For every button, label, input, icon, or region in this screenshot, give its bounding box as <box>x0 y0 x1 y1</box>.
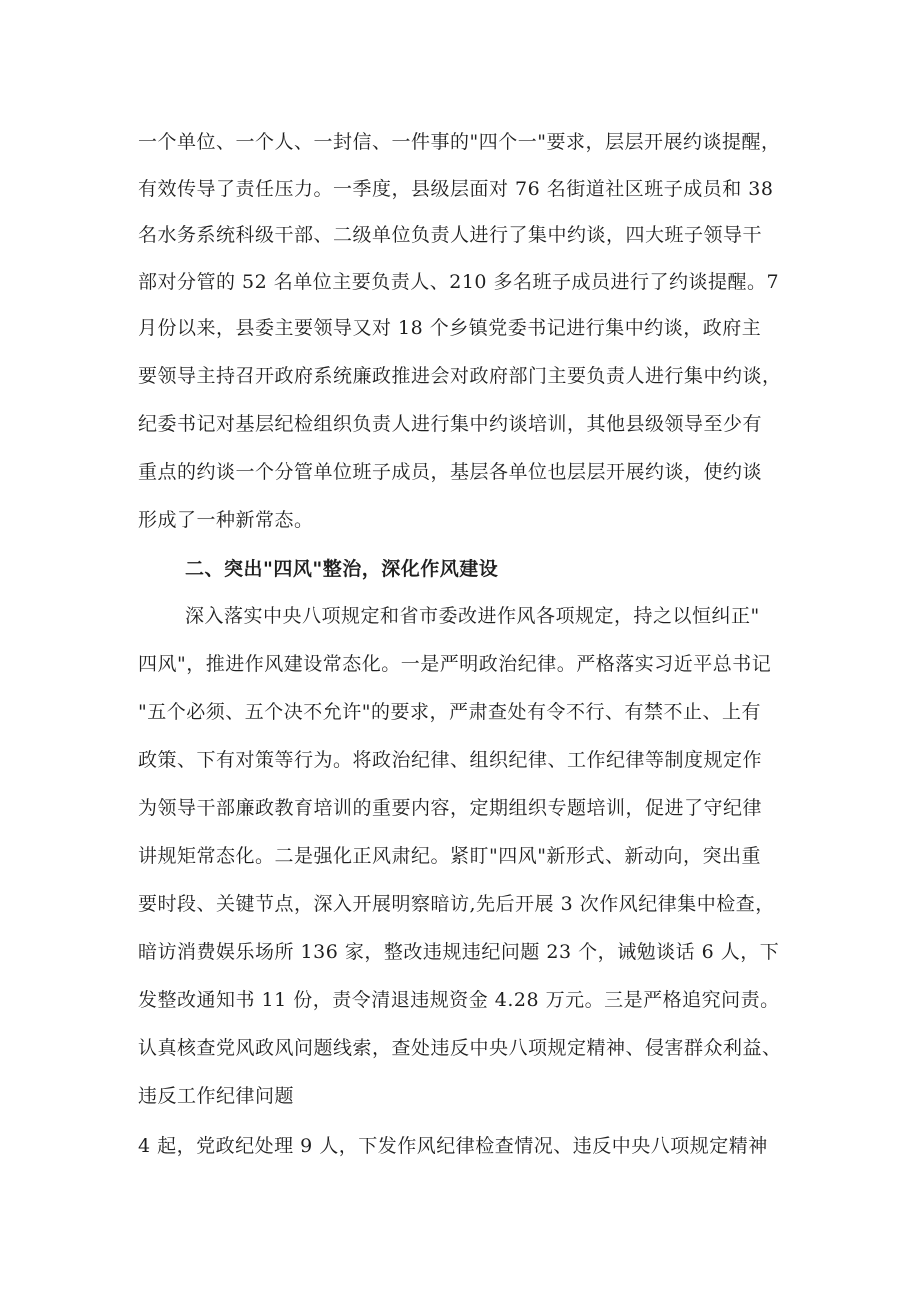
body-line: 深入落实中央八项规定和省市委改进作风各项规定，持之以恒纠正" <box>185 605 760 627</box>
body-line: 月份以来，县委主要领导又对 18 个乡镇党委书记进行集中约谈，政府主 <box>138 317 762 339</box>
body-line: 暗访消费娱乐场所 136 家，整改违规违纪问题 23 个，诫勉谈话 6 人，下 <box>138 941 780 963</box>
body-line: 发整改通知书 11 份，责令清退违规资金 4.28 万元。三是严格追究问责。 <box>138 989 780 1011</box>
body-line: 部对分管的 52 名单位主要负责人、210 多名班子成员进行了约谈提醒。7 <box>138 271 780 293</box>
body-line: 一个单位、一个人、一封信、一件事的"四个一"要求，层层开展约谈提醒， <box>138 131 781 153</box>
body-line: 名水务系统科级干部、二级单位负责人进行了集中约谈，四大班子领导干 <box>138 224 763 246</box>
body-line: 违反工作纪律问题 <box>138 1085 295 1107</box>
body-line: 讲规矩常态化。二是强化正风肃纪。紧盯"四风"新形式、新动向，突出重 <box>138 845 761 867</box>
body-line: 纪委书记对基层纪检组织负责人进行集中约谈培训，其他县级领导至少有 <box>138 413 763 435</box>
body-line: 重点的约谈一个分管单位班子成员，基层各单位也层层开展约谈，使约谈 <box>138 461 763 483</box>
body-line: 4 起，党政纪处理 9 人，下发作风纪律检查情况、违反中央八项规定精神 <box>138 1135 768 1157</box>
body-line: 有效传导了责任压力。一季度，县级层面对 76 名街道社区班子成员和 38 <box>138 178 774 200</box>
body-line: 要领导主持召开政府系统廉政推进会对政府部门主要负责人进行集中约谈， <box>138 365 782 387</box>
body-line: "五个必须、五个决不允许"的要求，严肃查处有令不行、有禁不止、上有 <box>138 701 761 723</box>
body-line: 形成了一种新常态。 <box>138 509 314 531</box>
body-line: 认真核查党风政风问题线索，查处违反中央八项规定精神、侵害群众利益、 <box>138 1037 782 1059</box>
body-line: 要时段、关键节点，深入开展明察暗访,先后开展 3 次作风纪律集中检查， <box>138 893 775 915</box>
body-line: 四风"，推进作风建设常态化。一是严明政治纪律。严格落实习近平总书记 <box>138 653 772 675</box>
body-line: 政策、下有对策等行为。将政治纪律、组织纪律、工作纪律等制度规定作 <box>138 749 763 771</box>
section-heading: 二、突出"四风"整治，深化作风建设 <box>185 558 499 580</box>
body-line: 为领导干部廉政教育培训的重要内容，定期组织专题培训，促进了守纪律 <box>138 797 763 819</box>
